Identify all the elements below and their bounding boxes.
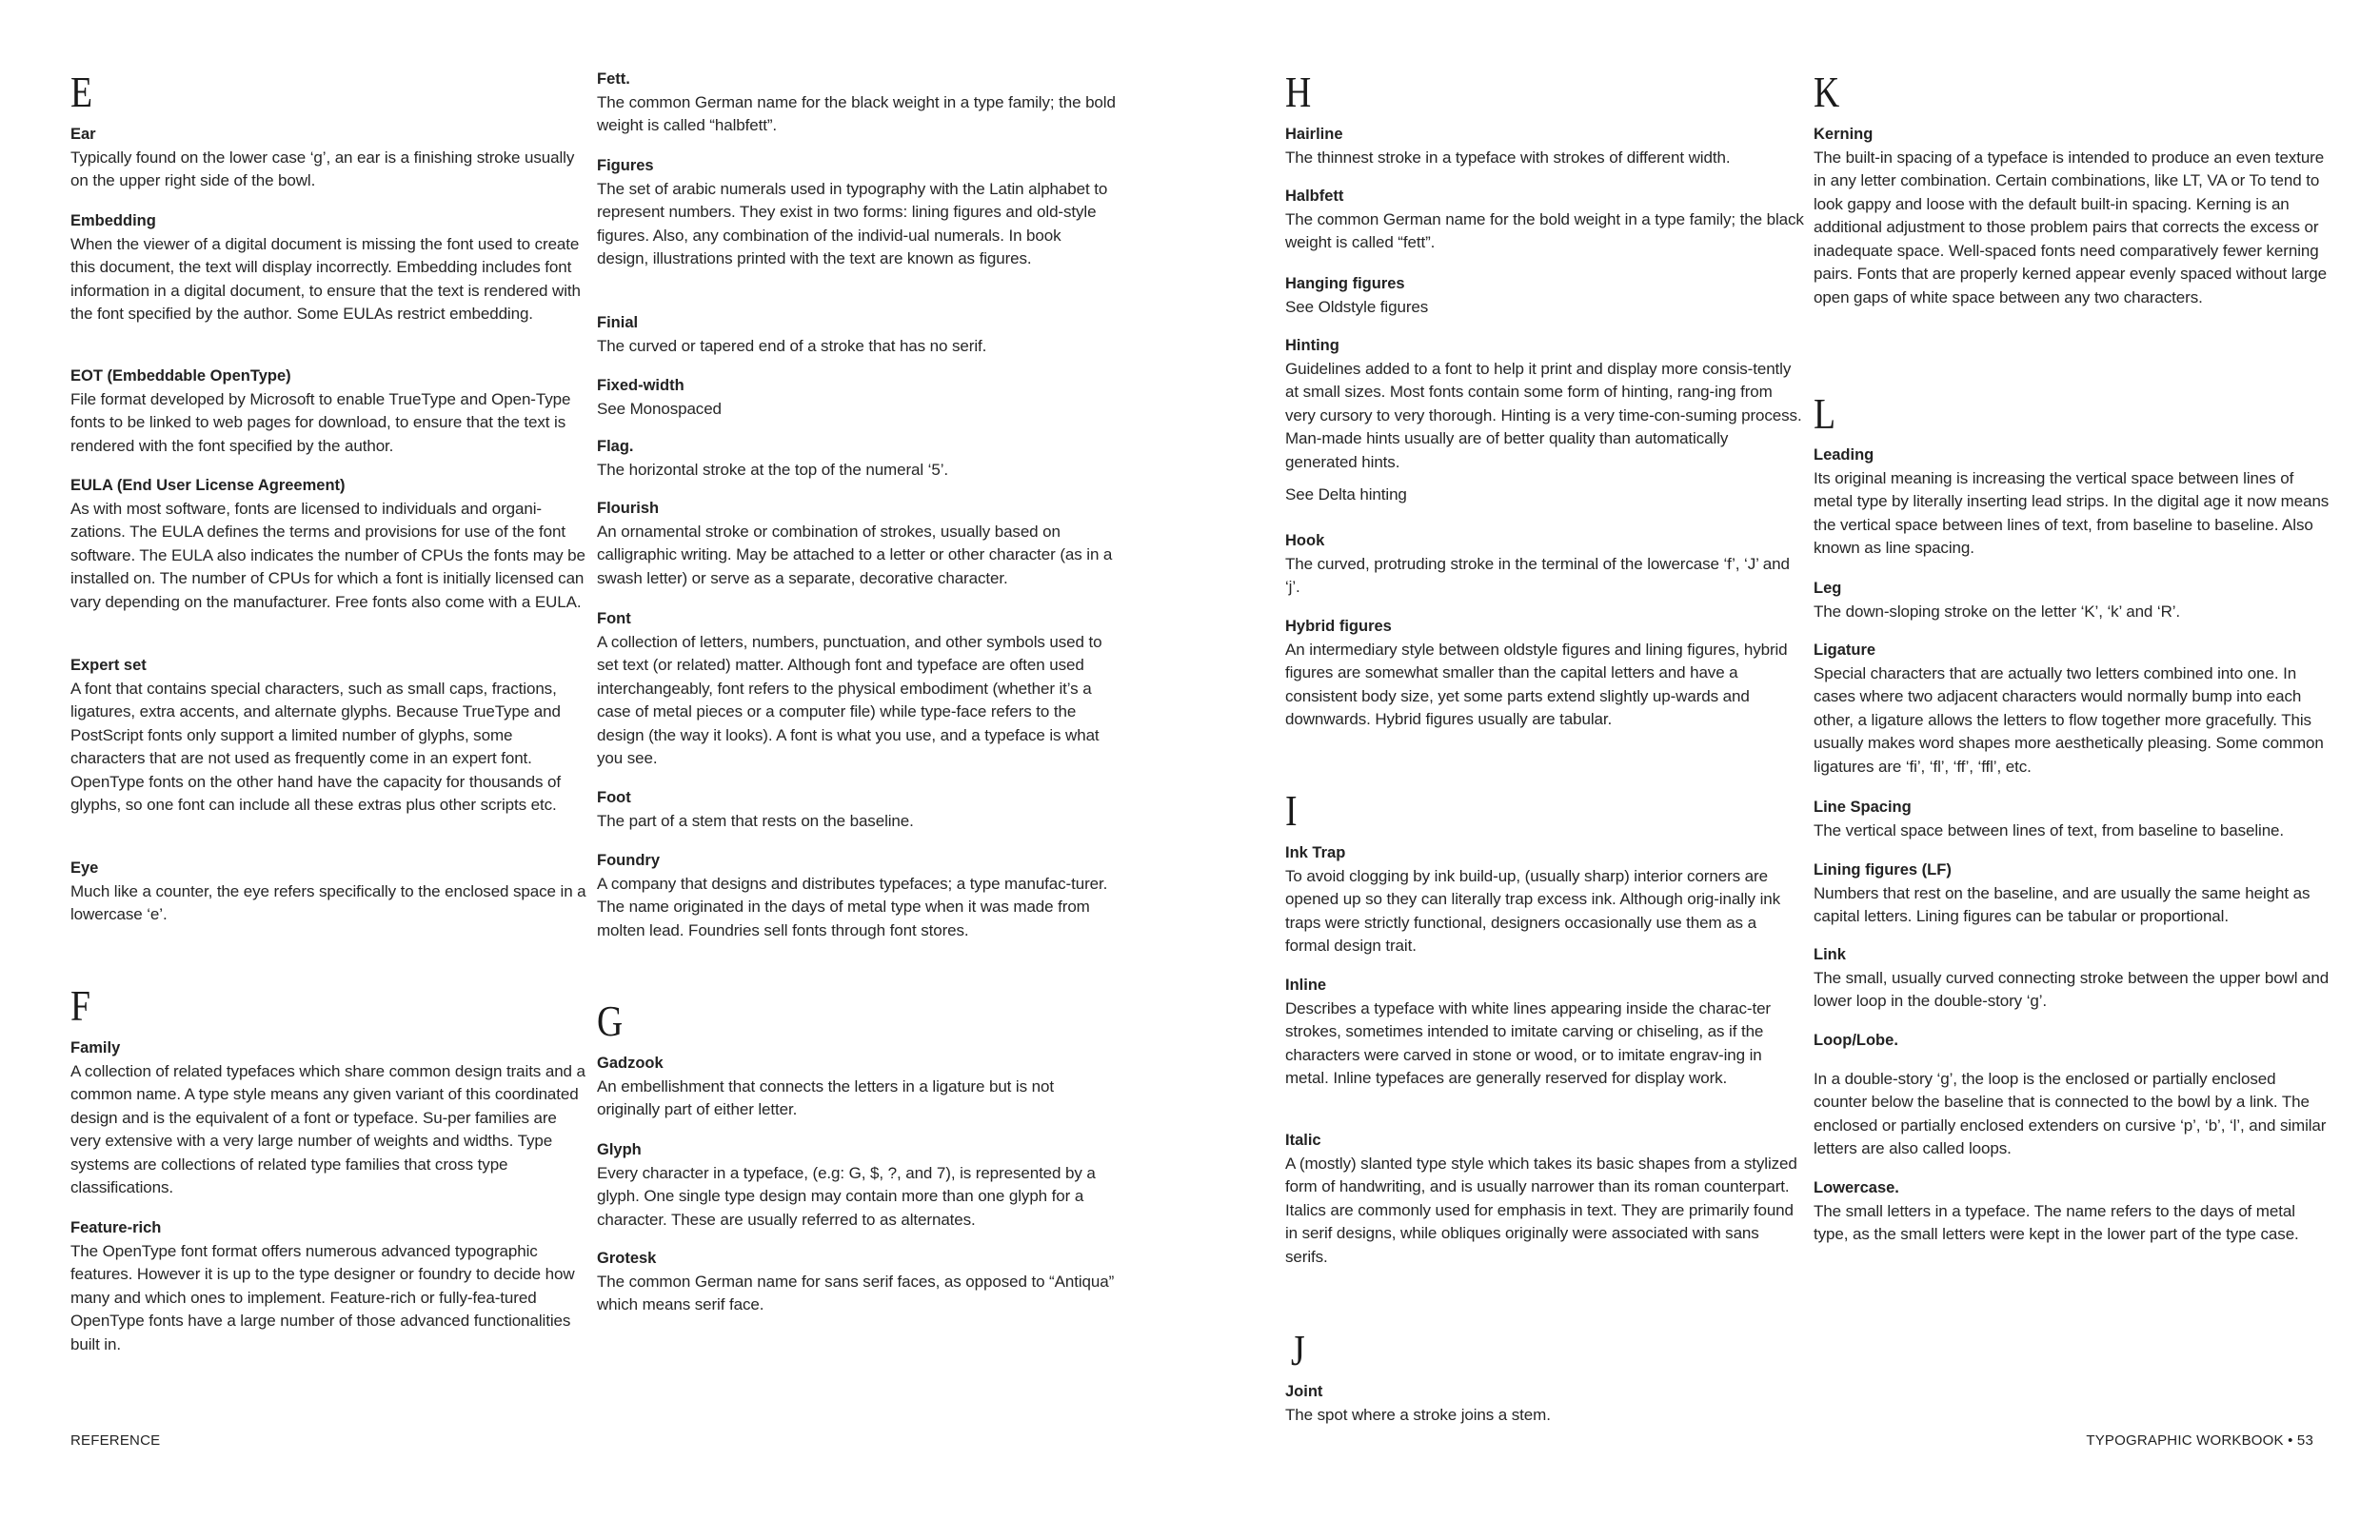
entry-hairline: [1285, 123, 1804, 169]
entry-ink-trap: [1285, 841, 1804, 958]
entry-definition: The spot where a stroke joins a stem.: [1285, 1405, 1551, 1424]
entry-definition: The built-in spacing of a typeface is intended to produce an even texture in any letter combination. Certain combinations, like LT, VA or To tend to look gappy and loose with the default built-in spacing. Kerning is an additional adjustment to those problem pairs that corrects the excess or inadequate space. Well-spaced fonts need comparatively fewer kerning pairs. Fonts that are properly kerned appear evenly spaced without large open gaps of white space between any two characters.: [1814, 148, 2328, 307]
entry-term: Lowercase.: [1814, 1179, 1899, 1196]
entry-definition: An intermediary style between oldstyle figures and lining figures, hybrid figures are somewhat smaller than the capital letters and have a consistent body size, yet some parts extend slightly up-wards and downwards. Hybrid figures usually are tabular.: [1285, 640, 1788, 729]
entry-glyph: [597, 1138, 1116, 1232]
entry-loop-lobe: [1814, 1029, 2332, 1161]
entry-term: Leg: [1814, 580, 1842, 597]
entry-term: Foot: [597, 789, 631, 806]
entry-definition: An ornamental stroke or combination of strokes, usually based on calligraphic writing. May be attached to a letter or other character (as in a swash letter) or serve as a separate, decorative character.: [597, 522, 1113, 587]
entry-joint: [1285, 1380, 1804, 1427]
entry-hinting: [1285, 334, 1804, 507]
entry-grotesk: [597, 1247, 1116, 1317]
entry-term: Hybrid figures: [1285, 618, 1392, 635]
entry-definition: To avoid clogging by ink build-up, (usually sharp) interior corners are opened up so they can literally trap excess ink. Although orig-inally ink traps were strictly functional, designers occasionally use them as a formal design trait.: [1285, 866, 1780, 956]
entry-definition: The common German name for sans serif faces, as opposed to “Antiqua” which means serif face.: [597, 1272, 1115, 1314]
entry-definition: Numbers that rest on the baseline, and are usually the same height as capital letters. Lining figures can be tabular or proportional.: [1814, 883, 2311, 926]
entry-fett: [597, 68, 1116, 138]
entry-term: Ink Trap: [1285, 844, 1346, 861]
entry-term: Hook: [1285, 532, 1325, 549]
entry-term: Italic: [1285, 1132, 1321, 1149]
entry-flourish: [597, 497, 1116, 590]
entry-term: Font: [597, 610, 631, 627]
entry-term: Inline: [1285, 977, 1327, 994]
entry-term: Gadzook: [597, 1055, 664, 1072]
entry-term: Figures: [597, 157, 654, 174]
entry-definition: In a double-story ‘g’, the loop is the enclosed or partially enclosed counter below the baseline that is connected to the bowl by a link. The enclosed or partially enclosed extenders on cursive ‘p’, ‘b’, ‘l’, and similar letters are also called loops.: [1814, 1069, 2327, 1158]
section-letter-h: H: [1285, 68, 1312, 116]
entry-font: [597, 607, 1116, 771]
entry-family: [70, 1037, 589, 1200]
entry-feature-rich: [70, 1216, 589, 1356]
entry-definition: The small letters in a typeface. The name refers to the days of metal type, as the small letters were kept in the lower part of the type case.: [1814, 1201, 2299, 1244]
entry-term: Hanging figures: [1285, 275, 1405, 292]
entry-term: EOT (Embeddable OpenType): [70, 367, 291, 385]
entry-definition: The common German name for the black weight in a type family; the bold weight is called “halbfett”.: [597, 92, 1116, 135]
entry-eula: [70, 474, 589, 614]
entry-definition: The thinnest stroke in a typeface with strokes of different width.: [1285, 148, 1731, 167]
section-letter-k: K: [1814, 68, 1840, 116]
entry-term: Joint: [1285, 1383, 1323, 1400]
entry-figures: [597, 154, 1116, 271]
entry-definition: The vertical space between lines of text, from baseline to baseline.: [1814, 820, 2285, 839]
entry-expert-set: [70, 654, 589, 818]
entry-definition: The down-sloping stroke on the letter ‘K’, ‘k’ and ‘R’.: [1814, 602, 2181, 621]
entry-term: Kerning: [1814, 126, 1874, 143]
entry-definition: The small, usually curved connecting stroke between the upper bowl and lower loop in the double-story ‘g’.: [1814, 968, 2330, 1011]
entry-term: Halbfett: [1285, 188, 1344, 205]
entry-definition: Guidelines added to a font to help it print and display more consis-tently at small sizes. Most fonts contain some form of hinting, rang-ing from very cursory to very thorough. Hinting is a very time-con-suming process. Man-made hints usually are of better quality than automatically generated hints.: [1285, 359, 1802, 471]
entry-line-spacing: [1814, 796, 2332, 842]
entry-definition: The curved, protruding stroke in the terminal of the lowercase ‘f’, ‘J’ and ‘j’.: [1285, 554, 1790, 597]
entry-definition: Typically found on the lower case ‘g’, an ear is a finishing stroke usually on the upper right side of the bowl.: [70, 148, 575, 190]
entry-definition: A company that designs and distributes typefaces; a type manufac-turer. The name originated in the days of metal type when it was made from molten lead. Foundries sell fonts through font stores.: [597, 874, 1108, 939]
entry-definition: The horizontal stroke at the top of the numeral ‘5’.: [597, 460, 949, 479]
entry-definition: See Monospaced: [597, 399, 722, 418]
section-letter-i: I: [1285, 786, 1298, 835]
entry-term: Flag.: [597, 438, 634, 455]
entry-kerning: [1814, 123, 2332, 310]
section-letter-l: L: [1814, 389, 1836, 438]
entry-definition: A collection of related typefaces which share common design traits and a common name. A type style means any given variant of this coordinated design and is the equivalent of a font or typeface. Su-per families are very extensive with a very large number of weights and widths. Type systems are collections of related type families that cross type classifications.: [70, 1061, 585, 1197]
entry-term: Finial: [597, 314, 639, 331]
entry-term: Ear: [70, 126, 96, 143]
entry-term: Eye: [70, 859, 99, 877]
section-letter-g: G: [597, 997, 624, 1045]
entry-term: Fixed-width: [597, 377, 684, 394]
entry-term: Glyph: [597, 1141, 642, 1158]
entry-link: [1814, 943, 2332, 1014]
entry-term: Link: [1814, 946, 1846, 963]
entry-leg: [1814, 577, 2332, 623]
entry-term: Embedding: [70, 212, 156, 229]
entry-definition: The part of a stem that rests on the baseline.: [597, 811, 914, 830]
entry-definition: As with most software, fonts are licensed to individuals and organi-zations. The EULA defines the terms and provisions for use of the font software. The EULA also indicates the number of CPUs the fonts may be installed on. The number of CPUs for which a font is initially licensed can vary depending on the manufacturer. Free fonts also come with a EULA.: [70, 499, 585, 611]
entry-finial: [597, 311, 1116, 358]
section-letter-f: F: [70, 981, 90, 1030]
entry-hybrid-figures: [1285, 615, 1804, 732]
entry-gadzook: [597, 1052, 1116, 1122]
entry-term: Grotesk: [597, 1250, 657, 1267]
entry-lining-figures: [1814, 859, 2332, 929]
entry-definition: Its original meaning is increasing the vertical space between lines of metal type by literally inserting lead strips. In the digital age it now means the vertical space between lines of text, from baseline to baseline. Also known as line spacing.: [1814, 468, 2330, 558]
entry-foot: [597, 786, 1116, 833]
entry-definition: File format developed by Microsoft to enable TrueType and Open-Type fonts to be linked to web pages for download, to ensure that the text is rendered with the font specified by the author.: [70, 389, 571, 455]
entry-see-also: See Delta hinting: [1285, 485, 1407, 504]
entry-term: Flourish: [597, 500, 660, 517]
entry-term: Ligature: [1814, 642, 1876, 659]
entry-definition: See Oldstyle figures: [1285, 297, 1429, 316]
entry-hanging-figures: [1285, 272, 1804, 319]
entry-term: Line Spacing: [1814, 799, 1912, 816]
entry-term: Lining figures (LF): [1814, 861, 1952, 879]
entry-definition: When the viewer of a digital document is missing the font used to create this document, the text will display incorrectly. Embedding includes font information in a digital document, to ensure that the text is rendered with the font specified by the author. Some EULAs restrict embedding.: [70, 234, 581, 324]
entry-lowercase: [1814, 1176, 2332, 1247]
entry-term: Feature-rich: [70, 1219, 162, 1236]
entry-term: Hairline: [1285, 126, 1343, 143]
entry-term: Fett.: [597, 70, 630, 88]
entry-leading: [1814, 444, 2332, 561]
entry-inline: [1285, 974, 1804, 1091]
section-letter-e: E: [70, 68, 93, 116]
entry-term: Loop/Lobe.: [1814, 1032, 1898, 1049]
footer-section-label: REFERENCE: [70, 1432, 161, 1449]
entry-definition: A font that contains special characters, such as small caps, fractions, ligatures, extra accents, and alternate glyphs. Because TrueType and PostScript fonts only support a limited number of glyphs, some characters that are not used as frequently come in an expert font. OpenType fonts on the other hand have the capacity for thousands of glyphs, so one font can include all these extras plus other scripts etc.: [70, 679, 561, 815]
entry-ligature: [1814, 639, 2332, 779]
entry-term: Hinting: [1285, 337, 1339, 354]
entry-ear: [70, 123, 589, 193]
section-letter-j: J: [1291, 1326, 1305, 1374]
entry-fixed-width: [597, 374, 1116, 421]
entry-term: Leading: [1814, 446, 1874, 464]
entry-definition: The common German name for the bold weight in a type family; the black weight is called “fett”.: [1285, 209, 1804, 252]
entry-hook: [1285, 529, 1804, 600]
entry-halbfett: [1285, 185, 1804, 255]
entry-term: EULA (End User License Agreement): [70, 477, 346, 494]
entry-term: Expert set: [70, 657, 147, 674]
entry-definition: A (mostly) slanted type style which takes its basic shapes from a stylized form of handwriting, and is usually narrower than its roman counterpart. Italics are commonly used for emphasis in text. They are primarily found in serif designs, while obliques originally were associated with sans serifs.: [1285, 1154, 1797, 1266]
entry-definition: Every character in a typeface, (e.g: G, $, ?, and 7), is represented by a glyph. One single type design may contain more than one glyph for a character. These are usually referred to as alternates.: [597, 1163, 1096, 1229]
entry-definition: An embellishment that connects the letters in a ligature but is not originally part of either letter.: [597, 1076, 1054, 1119]
entry-foundry: [597, 849, 1116, 942]
entry-definition: The OpenType font format offers numerous advanced typographic features. However it is up to the type designer or foundry to decide how many and which ones to implement. Feature-rich or fully-fea-tured OpenType fonts have a large number of those advanced functionalities built in.: [70, 1241, 575, 1353]
entry-definition: Much like a counter, the eye refers specifically to the enclosed space in a lowercase ‘e’.: [70, 881, 586, 924]
entry-embedding: [70, 209, 589, 326]
entry-eye: [70, 857, 589, 927]
entry-term: Foundry: [597, 852, 660, 869]
entry-flag: [597, 435, 1116, 482]
entry-definition: The set of arabic numerals used in typography with the Latin alphabet to represent numbers. They exist in two forms: lining figures and old-style figures. Also, any combination of the individ-ual numerals. In book design, illustrations printed with the text are known as figures.: [597, 179, 1108, 268]
entry-definition: Describes a typeface with white lines appearing inside the charac-ter strokes, sometimes intended to imitate carving or chiseling, as if the characters were carved in stone or wood, or to imitate engrav-ing in metal. Inline typefaces are generally reserved for display work.: [1285, 998, 1771, 1088]
entry-definition: Special characters that are actually two letters combined into one. In cases where two adjacent characters would normally bump into each other, a ligature allows the letters to flow together more gracefully. This usually makes word shapes more aesthetically pleasing. Some common ligatures are ‘fi’, ‘fl’, ‘ff’, ‘ffl’, etc.: [1814, 663, 2324, 776]
entry-term: Family: [70, 1039, 121, 1056]
footer-page-label: TYPOGRAPHIC WORKBOOK • 53: [2086, 1432, 2313, 1449]
entry-definition: A collection of letters, numbers, punctuation, and other symbols used to set text (or related) matter. Although font and typeface are often used interchangeably, font refers to the physical embodiment (whether it’s a case of metal pieces or a computer file) while type-face refers to the design (the way it looks). A font is what you use, and a typeface is what you see.: [597, 632, 1102, 768]
entry-eot: [70, 365, 589, 458]
entry-italic: [1285, 1129, 1804, 1269]
entry-definition: The curved or tapered end of a stroke that has no serif.: [597, 336, 987, 355]
